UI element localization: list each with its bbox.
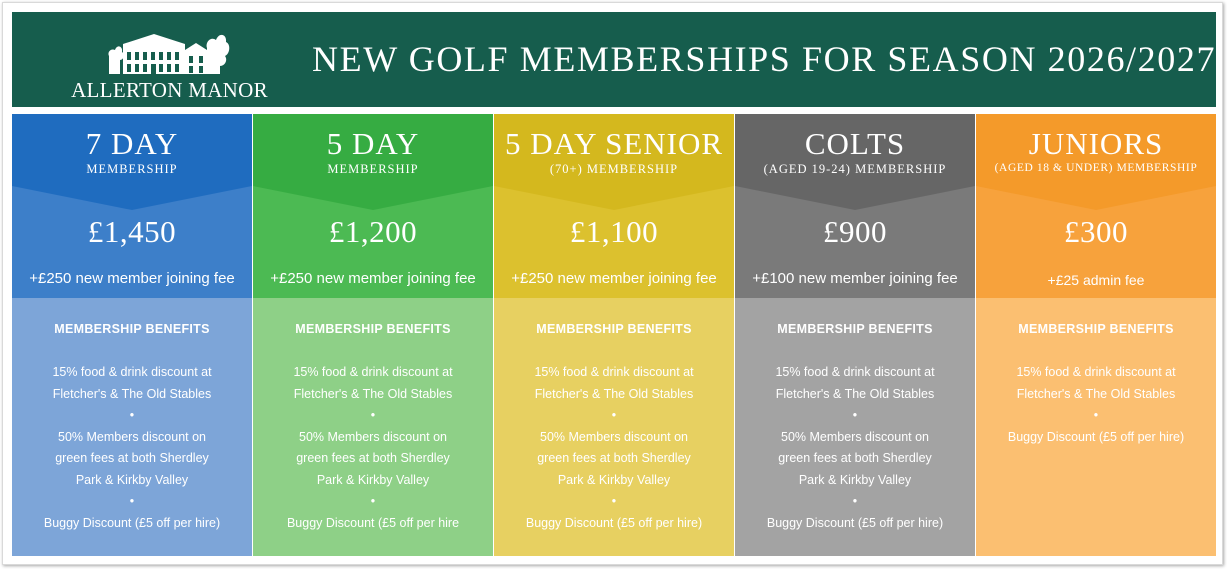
benefits-heading: MEMBERSHIP BENEFITS <box>536 322 692 336</box>
allerton-manor-logo <box>62 26 277 101</box>
membership-subtitle: (70+) MEMBERSHIP <box>549 162 679 176</box>
benefits-heading: MEMBERSHIP BENEFITS <box>1018 322 1174 336</box>
membership-price: £300 <box>1064 214 1128 249</box>
membership-name: COLTS <box>804 126 906 161</box>
chevron-banner <box>253 176 493 210</box>
benefits-list <box>253 362 493 534</box>
benefit-item: 15% food & drink discount at Fletcher's & The Old Stables <box>1016 365 1176 401</box>
admin-fee: +£25 admin fee <box>1047 272 1145 288</box>
benefits-list <box>12 362 252 534</box>
membership-price: £1,100 <box>569 214 659 249</box>
membership-price: £900 <box>823 214 887 249</box>
joining-fee: +£250 new member joining fee <box>29 270 235 287</box>
membership-card-juniors <box>976 114 1216 556</box>
membership-name: 5 DAY <box>326 126 420 161</box>
membership-card-5-day <box>253 114 493 556</box>
benefits-heading: MEMBERSHIP BENEFITS <box>54 322 210 336</box>
benefit-item: Buggy Discount (£5 off per hire) <box>766 515 944 530</box>
benefit-item: Buggy Discount (£5 off per hire) <box>43 515 221 530</box>
joining-fee: +£100 new member joining fee <box>752 270 958 287</box>
benefit-item: 15% food & drink discount at Fletcher's & The Old Stables <box>52 365 212 401</box>
chevron-banner <box>494 176 734 210</box>
benefits-heading: MEMBERSHIP BENEFITS <box>295 322 451 336</box>
bullet-dot: • <box>129 408 135 422</box>
benefits-list <box>494 362 734 534</box>
bullet-dot: • <box>370 494 376 508</box>
logo-text: ALLERTON MANOR <box>71 78 268 102</box>
chevron-banner <box>976 176 1216 210</box>
bullet-dot: • <box>611 494 617 508</box>
joining-fee: +£250 new member joining fee <box>270 270 476 287</box>
membership-subtitle: (AGED 19-24) MEMBERSHIP <box>763 162 947 176</box>
bullet-dot: • <box>611 408 617 422</box>
benefit-item: Buggy Discount (£5 off per hire) <box>525 515 703 530</box>
benefits-heading: MEMBERSHIP BENEFITS <box>777 322 933 336</box>
membership-subtitle: (AGED 18 & UNDER) MEMBERSHIP <box>994 162 1198 174</box>
membership-price: £1,450 <box>87 214 177 249</box>
benefits-list <box>735 362 975 534</box>
joining-fee: +£250 new member joining fee <box>511 270 717 287</box>
membership-subtitle: MEMBERSHIP <box>86 162 178 176</box>
benefit-item: 50% Members discount on green fees at both Sherdley Park & Kirkby Valley <box>55 429 209 487</box>
membership-card-7-day <box>12 114 252 556</box>
benefit-item: 15% food & drink discount at Fletcher's & The Old Stables <box>534 365 694 401</box>
benefit-item: 50% Members discount on green fees at both Sherdley Park & Kirkby Valley <box>537 429 691 487</box>
membership-price: £1,200 <box>328 214 418 249</box>
bullet-dot: • <box>852 494 858 508</box>
bullet-dot: • <box>129 494 135 508</box>
page-title: NEW GOLF MEMBERSHIPS FOR SEASON 2026/2027 <box>312 39 1217 79</box>
chevron-banner <box>735 176 975 210</box>
bullet-dot: • <box>852 408 858 422</box>
header-banner <box>12 12 1216 107</box>
manor-house-icon <box>107 26 232 76</box>
benefit-item: 50% Members discount on green fees at both Sherdley Park & Kirkby Valley <box>296 429 450 487</box>
membership-name: 7 DAY <box>85 126 179 161</box>
benefit-item: 15% food & drink discount at Fletcher's & The Old Stables <box>293 365 453 401</box>
benefit-item: Buggy Discount (£5 off per hire <box>286 515 460 530</box>
membership-card-5-day-senior <box>494 114 734 556</box>
benefit-item: 50% Members discount on green fees at both Sherdley Park & Kirkby Valley <box>778 429 932 487</box>
membership-card-colts <box>735 114 975 556</box>
membership-name: JUNIORS <box>1028 126 1164 161</box>
membership-subtitle: MEMBERSHIP <box>327 162 419 176</box>
bullet-dot: • <box>1093 408 1099 422</box>
bullet-dot: • <box>370 408 376 422</box>
benefits-list <box>976 362 1216 448</box>
membership-name: 5 DAY SENIOR <box>504 126 724 161</box>
benefit-item: Buggy Discount (£5 off per hire) <box>1007 429 1185 444</box>
benefit-item: 15% food & drink discount at Fletcher's & The Old Stables <box>775 365 935 401</box>
